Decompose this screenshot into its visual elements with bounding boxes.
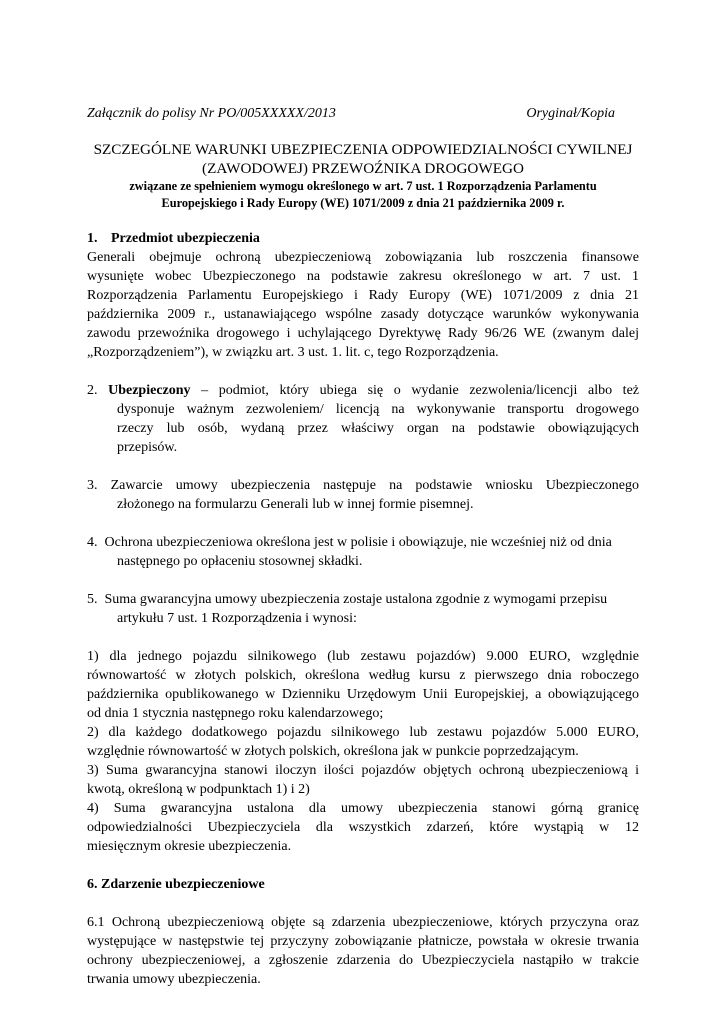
section-1-line: wysunięte wobec Ubezpieczonego na podstawie zakresu określonego w art. 7 ust. 1: [87, 269, 639, 284]
point-2-line: 2) dla każdego dodatkowego pojazdu silnikowego lub zestawu pojazdów 5.000 EURO,: [87, 725, 639, 740]
item-3-number: 3.: [87, 478, 98, 493]
section-1-line: Rozporządzenia Parlamentu Europejskiego i Rady Europy (WE) 1071/2009 z dnia 21: [87, 288, 639, 303]
section-6-line: trwania umowy ubezpieczenia.: [87, 972, 261, 987]
item-3-line: złożonego na formularzu Generali lub w innej formie pisemnej.: [117, 497, 474, 512]
original-copy-label: Oryginał/Kopia: [526, 106, 615, 121]
point-3-line: kwotą, określoną w podpunktach 1) i 2): [87, 782, 310, 797]
section-1-line: zawodu przewoźnika drogowego i uchylającego Dyrektywę Rady 96/26 WE (zwanym dalej: [87, 326, 639, 341]
item-2-line: dysponuje ważnym zezwoleniem/ licencją na wykonywanie transportu drogowego: [117, 402, 639, 417]
point-4-line: odpowiedzialności Ubezpieczyciela dla wszystkich zdarzeń, które wystąpią w 12: [87, 820, 639, 835]
point-1-line: 1) dla jednego pojazdu silnikowego (lub zestawu pojazdów) 9.000 EURO, względnie: [87, 649, 639, 664]
document-header: [87, 104, 639, 123]
item-5: [87, 590, 639, 628]
item-2-line: rzeczy lub osób, wydaną przez właściwy organ na podstawie obowiązujących: [117, 421, 639, 436]
point-1-line: października opublikowanego w Dzienniku Urzędowym Unii Europejskiej, a obowiązującego: [87, 687, 639, 702]
item-2-term: Ubezpieczony: [108, 383, 191, 398]
item-4-line: następnego po opłaceniu stosownej składki.: [117, 554, 363, 569]
item-5-line: Suma gwarancyjna umowy ubezpieczenia zostaje ustalona zgodnie z wymogami przepisu: [104, 592, 608, 607]
point-1-line: równowartość w złotych polskich, określona według kursu z pierwszego dnia roboczego: [87, 668, 639, 683]
section-1-number: 1.: [87, 231, 98, 246]
item-2-line: – podmiot, który ubiega się o wydanie zezwolenia/licencji albo też: [190, 383, 640, 398]
point-4-line: miesięcznym okresie ubezpieczenia.: [87, 839, 292, 854]
section-6-line: występujące w następstwie tej przyczyny zobowiązanie płatnicze, powstała w okresie trwania: [87, 934, 639, 949]
section-6-line: ochrony ubezpieczeniowej, a zgłoszenie zdarzenia do Ubezpieczyciela nastąpiło w trakcie: [87, 953, 639, 968]
section-6-heading: 6. Zdarzenie ubezpieczeniowe: [87, 877, 265, 892]
section-6-line: 6.1 Ochroną ubezpieczeniową objęte są zdarzenia ubezpieczeniowe, których przyczyna oraz: [87, 915, 639, 930]
item-4: [87, 533, 639, 571]
item-5-line: artykułu 7 ust. 1 Rozporządzenia i wynosi:: [117, 611, 357, 626]
section-1-title: Przedmiot ubezpieczenia: [111, 231, 260, 246]
title-line-1: SZCZEGÓLNE WARUNKI UBEZPIECZENIA ODPOWIEDZIALNOŚCI CYWILNEJ: [93, 141, 633, 158]
point-1-line: od dnia 1 stycznia następnego roku kalendarzowego;: [87, 706, 384, 721]
sum-points: [87, 647, 639, 856]
item-3-line: Zawarcie umowy ubezpieczenia następuje na podstawie wniosku Ubezpieczonego: [110, 478, 639, 493]
item-2: [87, 381, 639, 457]
title-line-2: (ZAWODOWEJ) PRZEWOŹNIKA DROGOWEGO: [202, 160, 524, 177]
item-2-number: 2.: [87, 383, 98, 398]
point-3-line: 3) Suma gwarancyjna stanowi iloczyn ilości pojazdów objętych ochroną ubezpieczeniową i: [87, 763, 639, 778]
section-1-line: października 2009 r., ustanawiającego wspólne zasady dotyczące warunków wykonywania: [87, 307, 639, 322]
item-4-number: 4.: [87, 535, 98, 550]
policy-attachment-label: Załącznik do polisy Nr PO/005XXXXX/2013: [87, 106, 336, 121]
item-4-line: Ochrona ubezpieczeniowa określona jest w polisie i obowiązuje, nie wcześniej niż od dnia: [104, 535, 612, 550]
point-4-line: 4) Suma gwarancyjna ustalona dla umowy ubezpieczenia stanowi górną granicę: [87, 801, 639, 816]
section-1-line: Generali obejmuje ochroną ubezpieczeniową zobowiązania lub roszczenia finansowe: [87, 250, 639, 265]
document-title: [87, 140, 639, 212]
section-1-body: [87, 248, 639, 362]
point-2-line: względnie równowartość w złotych polskich, określona jak w punkcie poprzedzającym.: [87, 744, 579, 759]
item-2-line: przepisów.: [117, 440, 178, 455]
section-6-body: [87, 913, 639, 989]
item-3: [87, 476, 639, 514]
subtitle-line-2: Europejskiego i Rady Europy (WE) 1071/2009 z dnia 21 października 2009 r.: [161, 196, 565, 210]
item-5-number: 5.: [87, 592, 98, 607]
section-1-line: „Rozporządzeniem”), w związku art. 3 ust. 1. lit. c, tego Rozporządzenia.: [87, 345, 499, 360]
section-1-heading: [87, 229, 639, 248]
subtitle-line-1: związane ze spełnieniem wymogu określonego w art. 7 ust. 1 Rozporządzenia Parlamentu: [129, 179, 597, 193]
